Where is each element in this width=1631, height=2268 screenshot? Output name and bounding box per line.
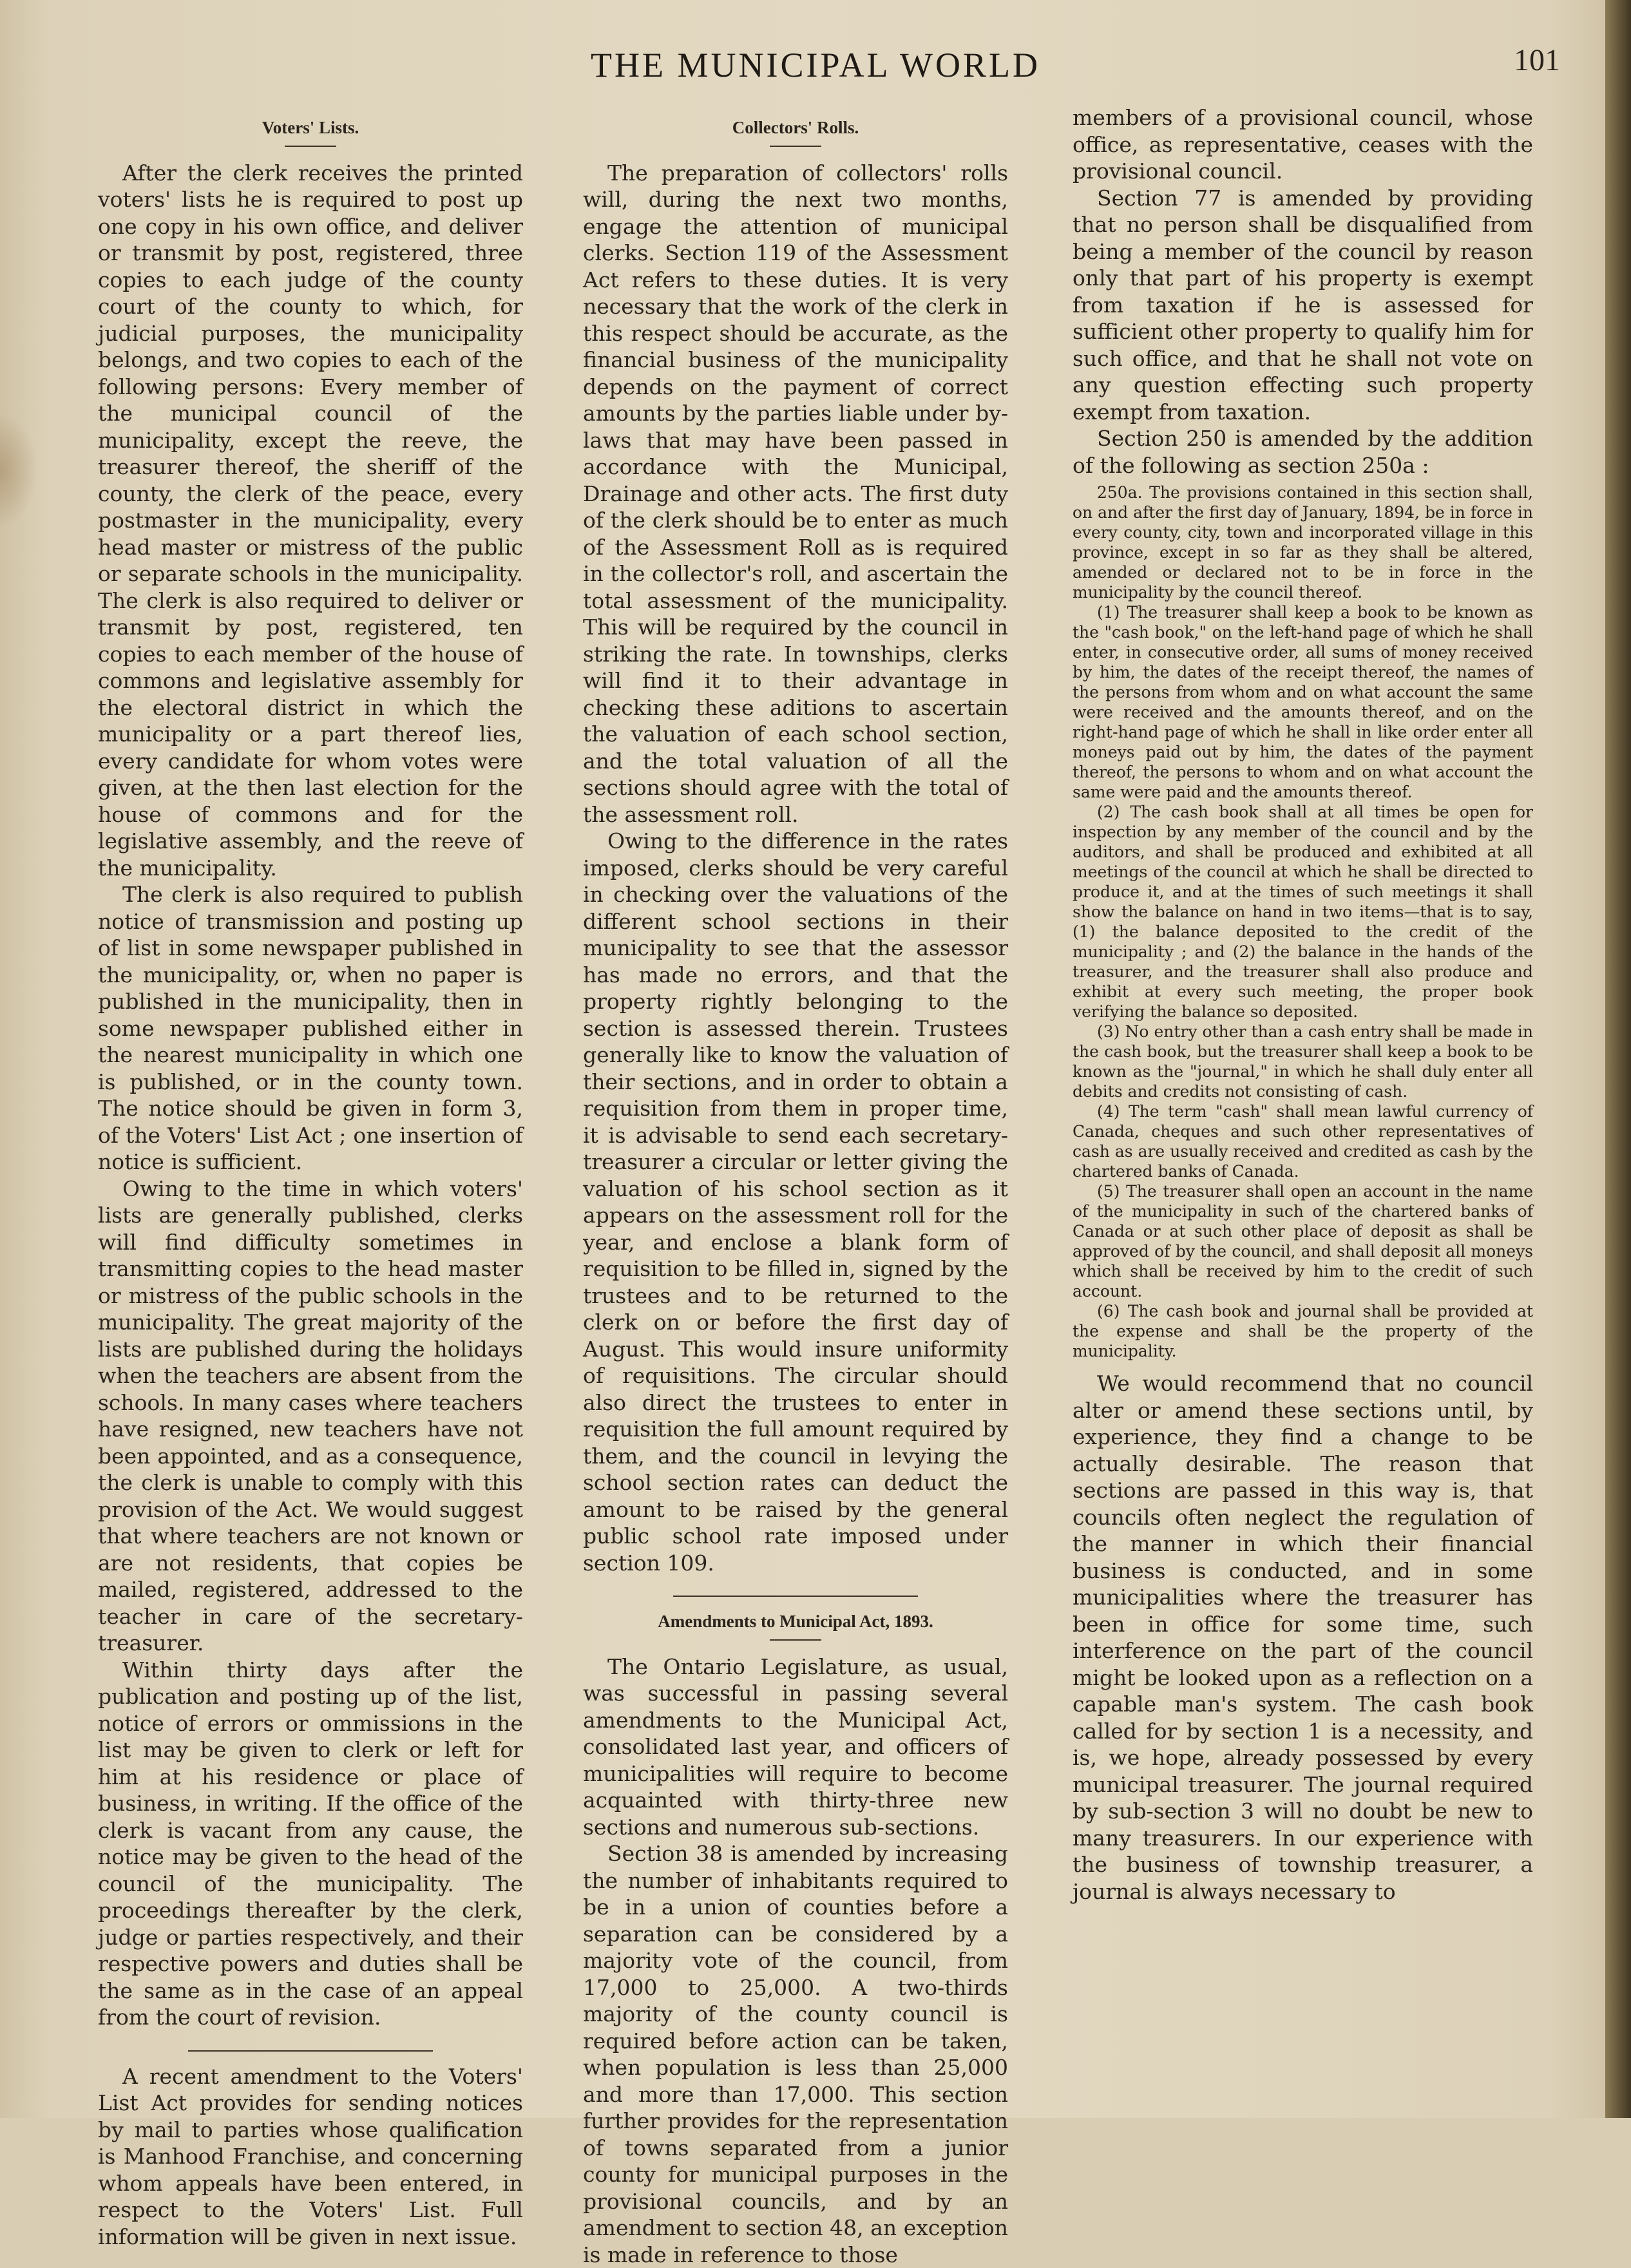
paragraph: The clerk is also required to publish notice of transmission and posting up of list in some newspaper published in the municipality, or, when no paper is published in the municipality, then in some newspaper published either in the nearest municipality in which one is published, or in the county town. The notice should be given in form 3, of the Voters' List Act ; one insertion of notice is sufficient. <box>98 882 523 1174</box>
paragraph: Section 77 is amended by providing that no person shall be disqualified from being a member of the council by reason only that part of his property is exempt from taxation if he is assessed for sufficient other property to qualify him for such office, and that he shall not vote on any question effecting such property exempt from taxation. <box>1073 185 1533 424</box>
paragraph: The preparation of collectors' rolls will, during the next two months, engage the attention of municipal clerks. Section 119 of the Assessment Act refers to these duties. It is very necessary that the work of the clerk in this respect should be accurate, as the financial business of the municipality depends on the payment of correct amounts by the parties liable under by-laws that may have been passed in accordance with the Municipal, Drainage and other acts. The first duty of the clerk should be to enter as much of the Assessment Roll as is required in the collector's roll, and ascertain the total assessment of the municipality. This will be required by the council in striking the rate. In townships, clerks will find it to their advantage in checking these aditions to ascertain the valuation of each school section, and the total valuation of all the sections should agree with the total of the assessment roll. <box>583 160 1008 827</box>
section-heading-voters-lists: Voters' Lists. <box>262 118 359 137</box>
statute-paragraph: 250a. The provisions contained in this section shall, on and after the first day of January, 1894, be in force in every county, city, town and incorporated village in this province, except in so far as they shall be altered, amended or declared not to be in force in the municipality by the council thereof. <box>1073 483 1533 602</box>
paragraph: We would recommend that no council alter or amend these sections until, by experience, they find a change to be actually desirable. The reason that sections are passed in this way is, that councils often neglect the regulation of the manner in which their financial business is conducted, and in some municipalities where the treasurer has been in office for some time, such interference on the part of the council might be looked upon as a reflection on a capable man's system. The cash book called for by section 1 is a necessity, and is, we hope, already possessed by every municipal treasurer. The journal required by sub-section 3 will no doubt be new to many treasurers. In our experience with the business of township treasurer, a journal is always necessary to <box>1073 1371 1533 1904</box>
heading-rule <box>285 146 336 147</box>
paragraph: After the clerk receives the printed voters' lists he is required to post up one copy in his own office, and deliver or transmit by post, registered, three copies to each judge of the county court of the county to which, for judicial purposes, the municipality belongs, and two copies to each of the following persons: Every member of the municipal council of the municipality, except the reeve, the treasurer thereof, the sheriff of the county, the clerk of the peace, every postmaster in the municipality, every head master or mistress of the public or separate schools in the municipality. The clerk is also required to deliver or transmit by post, registered, ten copies to each member of the house of commons and legislative assembly for the electoral district in which the municipality or a part thereof lies, every candidate for whom votes were given, at the then last election for the house of commons and for the legislative assembly, and the reeve of the municipality. <box>98 160 523 881</box>
paragraph: Owing to the time in which voters' lists are generally published, clerks will find difficulty sometimes in transmitting copies to the head master or mistress of the public schools in the municipality. The great majority of the lists are published during the holidays when the teachers are absent from the schools. In many cases where teachers have resigned, new teachers have not been appointed, and as a consequence, the clerk is unable to comply with this provision of the Act. We would suggest that where teachers are not known or are not residents, that copies be mailed, registered, addressed to the teacher in care of the secretary-treasurer. <box>98 1176 523 1655</box>
section-divider <box>188 2050 433 2052</box>
paragraph: Section 250 is amended by the addition of the following as section 250a : <box>1073 426 1533 478</box>
heading-rule <box>770 146 821 147</box>
column-collectors-rolls <box>583 103 1008 2268</box>
book-binding-edge <box>1605 0 1631 2118</box>
paragraph: Owing to the difference in the rates imposed, clerks should be very careful in checking over the valuations of the different school sections in their municipality to see that the assessor has made no errors, and that the property rightly belonging to the section is assessed therein. Trustees generally like to know the valuation of their sections, and in order to obtain a requisition from them in proper time, it is advisable to send each secretary-treasurer a circular or letter giving the valuation of his school section as it appears on the assessment roll for the year, and enclose a blank form of requisition to be filled in, signed by the trustees and to be returned to the clerk on or before the first day of August. This would insure uniformity of requisitions. The circular should also direct the trustees to enter in requisition the full amount required by them, and the council in levying the school section rates can deduct the amount to be raised by the general public school rate imposed under section 109. <box>583 828 1008 1576</box>
section-heading-collectors-rolls: Collectors' Rolls. <box>732 118 859 137</box>
statute-paragraph: (5) The treasurer shall open an account in the name of the municipality in such of the chartered banks of Canada or at such other place of deposit as shall be approved of by the council, and shall deposit all moneys which shall be received by him to the credit of such account. <box>1073 1182 1533 1301</box>
page-number: 101 <box>1514 43 1560 77</box>
heading-rule <box>770 1639 821 1641</box>
statute-paragraph: (2) The cash book shall at all times be open for inspection by any member of the council and by the auditors, and shall be produced and exhibited at all meetings of the council at which he shall be directed to produce it, and at the times of such meetings it shall show the balance on hand in two items—that is to say, (1) the balance deposited to the credit of the municipality ; and (2) the balance in the hands of the treasurer, and the treasurer shall also produce and exhibit at every such meeting, the proper book verifying the balance so deposited. <box>1073 803 1533 1021</box>
paragraph: Within thirty days after the publication and posting up of the list, notice of errors or ommissions in the list may be given to clerk or left for him at his residence or place of business, in writing. If the office of the clerk is vacant from any cause, the notice may be given to the head of the council of the municipality. The proceedings thereafter by the clerk, judge or parties respectively, and their respective powers and duties shall be the same as in the case of an appeal from the court of revision. <box>98 1657 523 2030</box>
section-divider <box>673 1596 918 1597</box>
statute-paragraph: (4) The term "cash" shall mean lawful currency of Canada, cheques and such other representatives of cash as are usually received and credited as cash by the chartered banks of Canada. <box>1073 1102 1533 1181</box>
paragraph: members of a provisional council, whose office, as representative, ceases with the provisional council. <box>1073 105 1533 184</box>
statute-text <box>1073 482 1533 1361</box>
column-amendments-continued <box>1073 104 1533 1905</box>
column-voters-lists <box>98 103 523 2250</box>
section-heading-amendments: Amendments to Municipal Act, 1893. <box>658 1612 933 1631</box>
statute-paragraph: (1) The treasurer shall keep a book to be known as the "cash book," on the left-hand page of which he shall enter, in consecutive order, all sums of money received by him, the dates of the receipt thereof, the names of the persons from whom and on what account the same were received and the amounts thereof, and on the right-hand page of which he shall in like order enter all moneys paid out by him, the dates of the payment thereof, the persons to whom and on what account the same were paid and the amounts thereof. <box>1073 603 1533 801</box>
page-stain <box>0 412 39 528</box>
paragraph: The Ontario Legislature, as usual, was successful in passing several amendments to the Municipal Act, consolidated last year, and officers of municipalities will require to become acquainted with thirty-three new sections and numerous sub-sections. <box>583 1653 1008 1840</box>
paragraph: Section 38 is amended by increasing the number of inhabitants required to be in a union of counties before a separation can be considered by a majority vote of the council, from 17,000 to 25,000. A two-thirds majority of the county council is required before action can be taken, when population is less than 25,000 and more than 17,000. This section further provides for the representation of towns separated from a junior county for municipal purposes in the provisional councils, and by an amendment to section 48, an exception is made in reference to those <box>583 1841 1008 2267</box>
note-paragraph: A recent amendment to the Voters' List Act provides for sending notices by mail to parties whose qualification is Manhood Franchise, and concerning whom appeals have been entered, in respect to the Voters' List. Full information will be given in next issue. <box>98 2063 523 2249</box>
statute-paragraph: (6) The cash book and journal shall be provided at the expense and shall be the property of the municipality. <box>1073 1302 1533 1360</box>
amendment-note <box>98 2063 523 2251</box>
masthead <box>0 39 1631 90</box>
publication-title: THE MUNICIPAL WORLD <box>590 46 1040 84</box>
statute-paragraph: (3) No entry other than a cash entry shall be made in the cash book, but the treasurer shall keep a book to be known as the "journal," in which he shall duly enter all debits and credits not consisting of cash. <box>1073 1022 1533 1101</box>
